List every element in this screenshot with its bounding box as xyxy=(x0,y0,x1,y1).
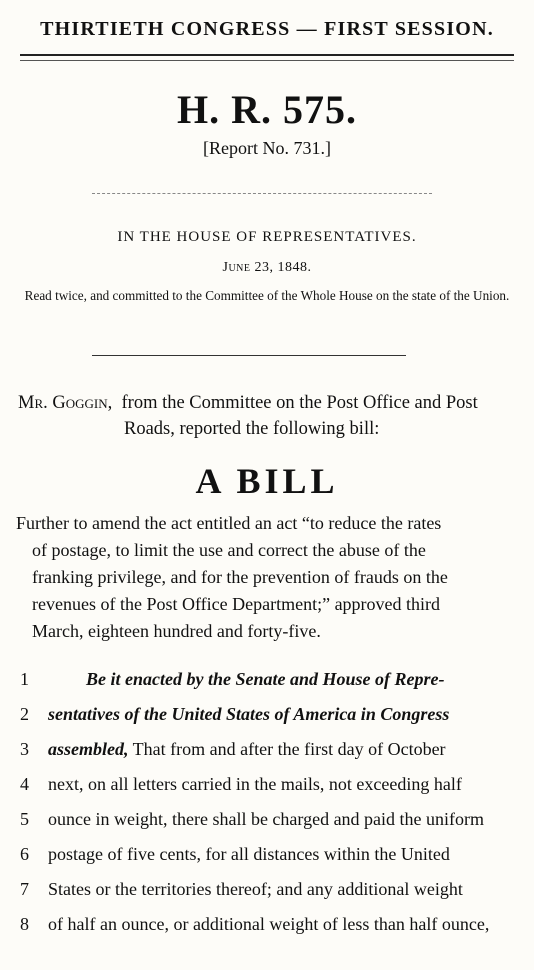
line-text: next, on all letters carried in the mails, not exceeding half xyxy=(48,774,462,794)
committed-note: Read twice, and committed to the Committee of the Whole House on the state of the Union. xyxy=(24,288,510,303)
line-number: 1 xyxy=(20,669,29,689)
line-text: postage of five cents, for all distances within the United xyxy=(48,844,450,864)
body-line xyxy=(20,837,514,872)
intro-line-1 xyxy=(18,390,518,416)
line-text-italic: assembled, xyxy=(48,739,129,759)
body-line xyxy=(20,907,514,942)
bill-number: H. R. 575. xyxy=(177,87,357,132)
body-line xyxy=(20,662,514,697)
speaker-name: Mr. Goggin, xyxy=(18,393,113,413)
title-line: of postage, to limit the use and correct the abuse of the xyxy=(32,540,426,560)
title-line: Further to amend the act entitled an act “to reduce the rates xyxy=(16,513,442,533)
body-line xyxy=(20,767,514,802)
bill-title xyxy=(16,510,512,645)
line-text: of half an ounce, or additional weight of less than half ounce, xyxy=(48,914,490,934)
line-text-wrapper xyxy=(48,732,514,767)
body-line xyxy=(20,872,514,907)
line-number: 8 xyxy=(20,914,29,934)
single-rule xyxy=(92,355,406,356)
line-text: Be it enacted by the Senate and House of Repre- xyxy=(86,669,445,689)
line-text: sentatives of the United States of America in Congress xyxy=(48,704,450,724)
session-heading: THIRTIETH CONGRESS — FIRST SESSION. xyxy=(40,18,494,40)
title-line: revenues of the Post Office Department;” approved third xyxy=(32,594,441,614)
intro-line-1-rest: from the Committee on the Post Office and Post xyxy=(121,393,478,413)
body-line xyxy=(20,732,514,767)
body-line xyxy=(20,802,514,837)
body-line xyxy=(20,697,514,732)
line-text: ounce in weight, there shall be charged and paid the uniform xyxy=(48,809,485,829)
line-number: 3 xyxy=(20,739,29,759)
bill-body xyxy=(20,662,514,942)
intro-line-2: Roads, reported the following bill: xyxy=(124,419,380,439)
dashed-rule xyxy=(92,193,432,194)
line-number: 7 xyxy=(20,879,29,899)
line-text: That from and after the first day of October xyxy=(128,739,446,759)
line-number: 2 xyxy=(20,704,29,724)
bill-heading: A BILL xyxy=(195,461,339,501)
title-line: franking privilege, and for the prevention of frauds on the xyxy=(32,567,448,587)
line-text: States or the territories thereof; and any additional weight xyxy=(48,879,463,899)
double-rule xyxy=(20,54,514,61)
date-line: June 23, 1848. xyxy=(222,260,312,275)
intro-paragraph xyxy=(18,390,518,442)
line-number: 6 xyxy=(20,844,29,864)
line-number: 4 xyxy=(20,774,29,794)
line-number: 5 xyxy=(20,809,29,829)
house-heading: IN THE HOUSE OF REPRESENTATIVES. xyxy=(117,229,417,245)
title-line: March, eighteen hundred and forty-five. xyxy=(32,621,321,641)
report-number: [Report No. 731.] xyxy=(203,138,331,158)
